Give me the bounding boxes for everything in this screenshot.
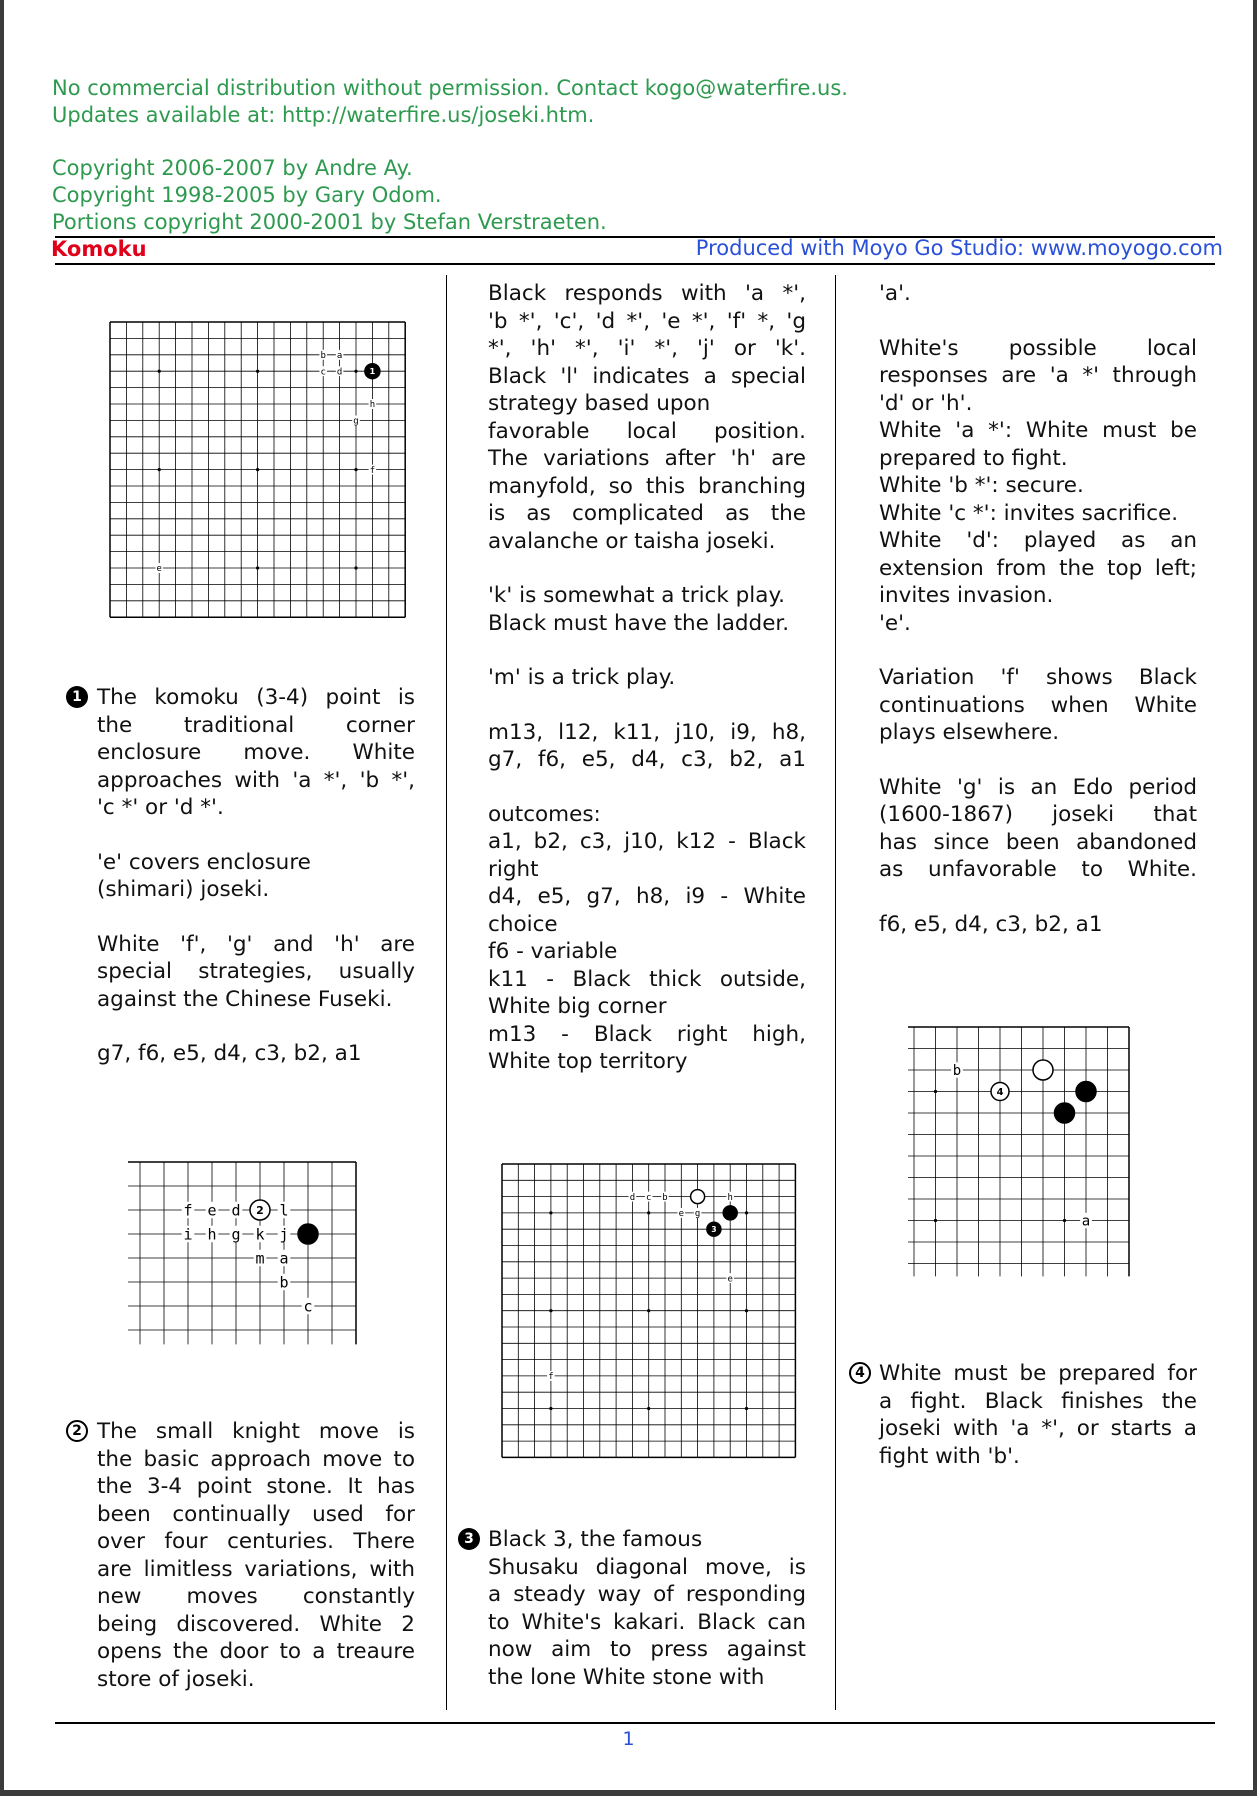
col2-text: [488, 280, 806, 1076]
text-line: (1600-1867) joseki that: [879, 802, 1197, 827]
distribution-notice: [52, 75, 848, 129]
white-stone: [691, 1190, 705, 1204]
text-line: the traditional corner: [97, 712, 415, 738]
star-point: [647, 1407, 650, 1410]
text-line: enclosure move. White: [97, 740, 415, 765]
column-divider: [835, 275, 836, 1710]
star-point: [745, 1211, 748, 1214]
text-line: favorable local position.: [488, 418, 806, 444]
text-line: 'a'.: [879, 281, 911, 306]
star-point: [256, 370, 259, 373]
point-label: e: [156, 564, 162, 575]
star-point: [158, 370, 161, 373]
point-label: h: [207, 1225, 217, 1244]
stone-number: 4: [996, 1086, 1004, 1098]
text-line: 'k' is somewhat a trick play.: [488, 583, 785, 608]
text-line: store of joseki.: [97, 1666, 255, 1692]
page-title: Komoku: [51, 237, 147, 261]
text-line: White 'g' is an Edo period: [879, 774, 1197, 800]
point-label: c: [303, 1297, 313, 1316]
text-line: continuations when White: [879, 692, 1197, 718]
diagram-2-marker: 2: [66, 1420, 88, 1442]
text-line: White 'c *': invites sacrifice.: [879, 500, 1179, 526]
text-line: Shusaku diagonal move, is: [488, 1554, 806, 1580]
point-label: e: [678, 1209, 685, 1220]
copyright-line: Copyright 1998-2005 by Gary Odom.: [52, 183, 442, 207]
star-point: [934, 1090, 937, 1093]
text-line: outcomes:: [488, 801, 601, 827]
text-line: the 3-4 point stone. It has: [97, 1474, 415, 1499]
black-stone: [723, 1206, 737, 1220]
text-line: now aim to press against: [488, 1637, 806, 1662]
star-point: [549, 1407, 552, 1410]
point-label: e: [207, 1201, 217, 1220]
text-line: plays elsewhere.: [879, 720, 1060, 745]
text-line: k11 - Black thick outside,: [488, 966, 806, 992]
point-label: c: [320, 367, 326, 378]
point-label: f: [369, 465, 376, 476]
point-label: h: [727, 1192, 733, 1203]
text-line: Black 'l' indicates a special: [488, 363, 806, 389]
text-line: 'm' is a trick play.: [488, 665, 676, 690]
text-line: White big corner: [488, 994, 667, 1019]
text-line: m13, l12, k11, j10, i9, h8,: [488, 719, 806, 745]
text-line: Black 3, the famous: [488, 1527, 703, 1552]
diagram-1-marker: 1: [66, 686, 88, 708]
text-line: choice: [488, 911, 558, 937]
copyright-block: [52, 155, 607, 236]
point-label: a: [1081, 1213, 1091, 1230]
go-diagram-3: [500, 1162, 798, 1460]
point-label: f: [548, 1372, 554, 1383]
copyright-line: Copyright 2006-2007 by Andre Ay.: [52, 156, 413, 180]
text-line: manyfold, so this branching: [488, 473, 806, 499]
diagram-3-marker: 3: [458, 1528, 480, 1550]
diagram-4-marker: 4: [849, 1362, 871, 1384]
text-line: responses are 'a *' through: [879, 363, 1197, 388]
text-line: as unfavorable to White.: [879, 857, 1197, 882]
text-line: a1, b2, c3, j10, k12 - Black: [488, 829, 806, 854]
point-label: l: [279, 1201, 289, 1220]
notice-line: Updates available at: http://waterfire.us/joseki.htm.: [52, 103, 595, 127]
text-line: White 'b *': secure.: [879, 473, 1084, 498]
text-line: is as complicated as the: [488, 501, 806, 526]
text-line: has since been abandoned: [879, 829, 1197, 855]
text-line: Black must have the ladder.: [488, 610, 790, 636]
go-diagram-4: [908, 1025, 1153, 1300]
col1-text-2: [97, 1418, 415, 1693]
point-label: k: [255, 1225, 265, 1244]
text-line: White 'd': played as an: [879, 528, 1197, 553]
star-point: [256, 468, 259, 471]
text-line: The komoku (3-4) point is: [97, 685, 415, 710]
text-line: special strategies, usually: [97, 959, 415, 984]
text-line: are limitless variations, with: [97, 1556, 415, 1582]
page-number: 1: [622, 1728, 635, 1750]
text-line: Variation 'f' shows Black: [879, 665, 1197, 690]
point-label: j: [279, 1225, 289, 1244]
text-line: 'd' or 'h'.: [879, 390, 973, 416]
star-point: [354, 468, 357, 471]
star-point: [256, 566, 259, 569]
text-line: f6, e5, d4, c3, b2, a1: [879, 911, 1103, 937]
stone-number: 2: [256, 1203, 264, 1217]
text-line: new moves constantly: [97, 1584, 415, 1609]
footer-rule: [55, 1722, 1215, 1724]
column-divider: [446, 275, 447, 1710]
text-line: 'b *', 'c', 'd *', 'e *', 'f' *, 'g: [488, 308, 806, 334]
point-label: i: [183, 1225, 193, 1244]
point-label: m: [255, 1249, 265, 1268]
text-line: The small knight move is: [97, 1419, 415, 1444]
copyright-line: Portions copyright 2000-2001 by Stefan Verstraeten.: [52, 210, 607, 234]
text-line: joseki with 'a *', or starts a: [879, 1416, 1197, 1441]
point-label: b: [320, 350, 326, 361]
point-label: e: [727, 1274, 733, 1285]
star-point: [158, 468, 161, 471]
text-line: over four centuries. There: [97, 1529, 415, 1554]
star-point: [647, 1211, 650, 1214]
stone-number: 1: [369, 366, 376, 377]
notice-line: No commercial distribution without permission. Contact kogo@waterfire.us.: [52, 76, 848, 100]
text-line: d4, e5, g7, h8, i9 - White: [488, 884, 806, 909]
point-label: c: [645, 1192, 652, 1203]
text-line: White top territory: [488, 1049, 688, 1074]
star-point: [745, 1309, 748, 1312]
white-stone: [1033, 1060, 1053, 1080]
text-line: *', 'h' *', 'i' *', 'j' or 'k'.: [488, 336, 806, 361]
col3-text: [879, 280, 1197, 938]
point-label: f: [183, 1201, 193, 1220]
black-stone: [298, 1224, 318, 1244]
stone-number: 3: [711, 1224, 717, 1234]
text-line: g7, f6, e5, d4, c3, b2, a1: [97, 1041, 362, 1066]
star-point: [647, 1309, 650, 1312]
point-label: g: [231, 1225, 241, 1244]
text-line: been continually used for: [97, 1501, 415, 1527]
star-point: [934, 1219, 937, 1222]
text-line: approaches with 'a *', 'b *',: [97, 767, 415, 793]
star-point: [549, 1309, 552, 1312]
black-stone: [1055, 1103, 1075, 1123]
text-line: 'e' covers enclosure: [97, 849, 311, 875]
point-label: d: [231, 1201, 241, 1220]
text-line: f6 - variable: [488, 939, 618, 964]
text-line: the basic approach move to: [97, 1446, 415, 1472]
point-label: b: [662, 1192, 668, 1203]
text-line: a steady way of responding: [488, 1582, 806, 1607]
text-line: White must be prepared for: [879, 1361, 1197, 1386]
text-line: (shimari) joseki.: [97, 877, 270, 902]
text-line: prepared to fight.: [879, 445, 1068, 471]
point-label: d: [336, 367, 343, 378]
text-line: being discovered. White 2: [97, 1611, 415, 1637]
go-diagram-1: [108, 320, 408, 620]
text-line: The variations after 'h' are: [488, 446, 806, 471]
text-line: Black responds with 'a *',: [488, 281, 806, 306]
go-diagram-2: [128, 1150, 378, 1355]
point-label: a: [279, 1249, 289, 1268]
text-line: m13 - Black right high,: [488, 1021, 806, 1047]
title-rule: [55, 263, 1215, 265]
text-line: 'e'.: [879, 610, 911, 636]
col1-text: [97, 684, 415, 1068]
text-line: against the Chinese Fuseki.: [97, 986, 393, 1012]
black-stone: [1076, 1082, 1096, 1102]
text-line: to White's kakari. Black can: [488, 1609, 806, 1635]
text-line: White's possible local: [879, 335, 1197, 361]
text-line: White 'a *': White must be: [879, 418, 1197, 443]
text-line: fight with 'b'.: [879, 1443, 1020, 1469]
point-label: b: [279, 1273, 289, 1292]
text-line: right: [488, 856, 539, 882]
col2-text-2: [488, 1526, 806, 1691]
point-label: g: [353, 416, 359, 427]
text-line: avalanche or taisha joseki.: [488, 528, 776, 554]
point-label: g: [694, 1209, 701, 1220]
point-label: h: [369, 400, 376, 411]
col3-text-2: [879, 1360, 1197, 1470]
star-point: [1063, 1219, 1066, 1222]
text-line: White 'f', 'g' and 'h' are: [97, 931, 415, 957]
text-line: extension from the top left;: [879, 555, 1197, 581]
point-label: a: [336, 350, 343, 361]
text-line: opens the door to a treaure: [97, 1639, 415, 1664]
point-label: d: [629, 1192, 636, 1203]
star-point: [354, 370, 357, 373]
produced-with-link[interactable]: Produced with Moyo Go Studio: www.moyogo.com: [695, 236, 1223, 260]
text-line: 'c *' or 'd *'.: [97, 795, 224, 820]
text-line: a fight. Black finishes the: [879, 1388, 1197, 1414]
text-line: the lone White stone with: [488, 1664, 765, 1690]
star-point: [354, 566, 357, 569]
star-point: [549, 1211, 552, 1214]
text-line: invites invasion.: [879, 583, 1054, 608]
point-label: b: [952, 1062, 962, 1079]
star-point: [745, 1407, 748, 1410]
text-line: g7, f6, e5, d4, c3, b2, a1: [488, 747, 806, 772]
text-line: strategy based upon: [488, 391, 711, 416]
